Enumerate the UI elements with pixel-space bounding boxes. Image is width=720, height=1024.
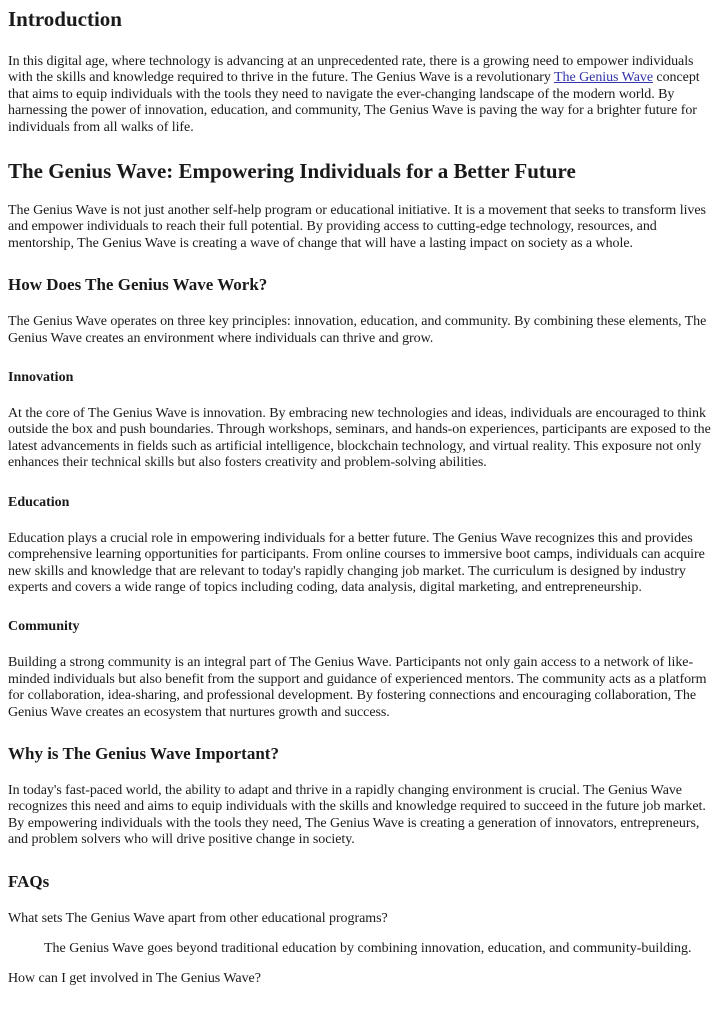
why-heading: Why is The Genius Wave Important? (8, 743, 279, 763)
faq-question: What sets The Genius Wave apart from other educational programs? (8, 910, 388, 926)
intro-text-before-link: In this digital age, where technology is advancing at an unprecedented rate, there is a growing need to empower individuals with the skills and knowledge required to thrive in the future. The Genius Wave is a revolutionary (8, 54, 694, 86)
education-heading: Education (8, 494, 70, 510)
empowering-heading: The Genius Wave: Empowering Individuals for a Better Future (8, 159, 576, 184)
how-heading: How Does The Genius Wave Work? (8, 275, 268, 295)
document-page (0, 6, 712, 988)
community-heading: Community (8, 619, 80, 635)
faqs-heading: FAQs (8, 871, 50, 891)
intro-text-after-link: concept that aims to equip individuals with the tools they need to navigate the ever-changing landscape of the modern world. By harnessing the power of innovation, education, and community, The Genius Wave is paving the way for a brighter future for individuals from all walks of life. (8, 70, 700, 135)
how-paragraph: The Genius Wave operates on three key principles: innovation, education, and community. By combining these elements, The Genius Wave creates an environment where individuals can thrive and grow. (8, 314, 707, 346)
community-paragraph: Building a strong community is an integral part of The Genius Wave. Participants not only gain access to a network of like-minded individuals but also benefit from the support and guidance of experienced mentors. The community acts as a platform for collaboration, idea-sharing, and professional development. By fostering connections and encouraging collaboration, The Genius Wave creates an ecosystem that nurtures growth and success. (8, 655, 707, 720)
innovation-paragraph: At the core of The Genius Wave is innovation. By embracing new technologies and ideas, individuals are encouraged to think outside the box and push boundaries. Through workshops, seminars, and hands-on experiences, participants are exposed to the latest advancements in fields such as artificial intelligence, blockchain technology, and virtual reality. This exposure not only enhances their technical skills but also fosters creativity and problem-solving abilities. (8, 406, 711, 471)
empowering-paragraph: The Genius Wave is not just another self-help program or educational initiative. It is a movement that seeks to transform lives and empower individuals to reach their full potential. By providing access to cutting-edge technology, resources, and mentorship, The Genius Wave is creating a wave of change that will have a lasting impact on society as a whole. (8, 203, 706, 251)
innovation-heading: Innovation (8, 370, 74, 386)
faq-answer: The Genius Wave goes beyond traditional education by combining innovation, education, and community-building. (44, 940, 692, 956)
education-paragraph: Education plays a crucial role in empowering individuals for a better future. The Genius Wave recognizes this and provides comprehensive learning opportunities for participants. From online courses to immersive boot camps, individuals can acquire new skills and knowledge that are relevant to today's rapidly changing job market. The curriculum is designed by industry experts and covers a wide range of topics including coding, data analysis, digital marketing, and entrepreneurship. (8, 530, 705, 595)
faq-question: How can I get involved in The Genius Wave? (8, 971, 261, 987)
genius-wave-link[interactable]: The Genius Wave (554, 70, 653, 86)
why-paragraph: In today's fast-paced world, the ability to adapt and thrive in a rapidly changing environment is crucial. The Genius Wave recognizes this need and aims to equip individuals with the skills and knowledge required to succeed in the future job market. By empowering individuals with the tools they need, The Genius Wave is creating a generation of innovators, entrepreneurs, and problem solvers who will drive positive change in society. (8, 782, 706, 848)
intro-paragraph (8, 54, 712, 136)
intro-heading: Introduction (8, 7, 122, 31)
